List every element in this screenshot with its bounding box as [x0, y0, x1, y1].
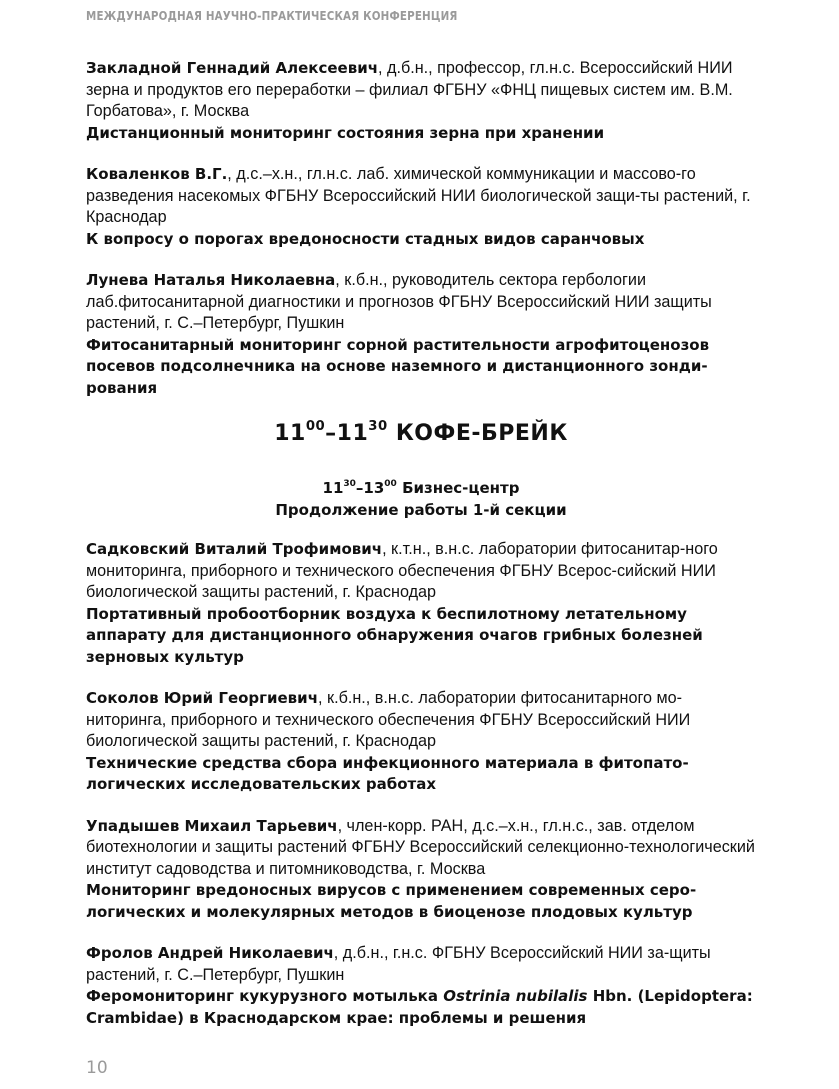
speaker-info: [86, 539, 756, 604]
talk-title: [86, 986, 756, 1029]
speaker-affiliation: , д.б.н., г.н.с. ФГБНУ Всероссийский НИИ за-щиты растений, г. С.–Петербург, Пушкин: [86, 944, 711, 984]
session-time-place: $11^{30}-13^{00}$ Бизнес-центр: [322, 478, 520, 497]
speaker-name: Садковский Виталий Трофимович: [86, 540, 383, 558]
session-end-min: 00: [384, 478, 397, 489]
coffee-break-label: КОФЕ-БРЕЙК: [395, 421, 568, 446]
talk-title: Мониторинг вредоносных вирусов с применением современных серо-логических и молекулярных методов в биоценозе плодовых культур: [86, 881, 697, 921]
page-number: 10: [86, 1058, 108, 1078]
coffee-end-hour: 11: [336, 421, 369, 446]
session-start-hour: 11: [322, 479, 344, 497]
talk-title: Дистанционный мониторинг состояния зерна при хранении: [86, 123, 605, 142]
speaker-name: Фролов Андрей Николаевич: [86, 944, 334, 962]
speaker-name: Соколов Юрий Георгиевич: [86, 689, 318, 707]
speaker-info: [86, 943, 756, 986]
speaker-name: Коваленков В.Г.: [86, 165, 228, 183]
speaker-entry: [86, 58, 756, 144]
session-heading: [86, 477, 756, 521]
speaker-info: [86, 688, 756, 753]
session-end-hour: 13: [363, 479, 385, 497]
talk-title-start: Феромониторинг кукурузного мотылька: [86, 987, 444, 1005]
speaker-info: [86, 270, 756, 335]
talk-title: Фитосанитарный мониторинг сорной растительности агрофитоценозов посевов подсолнечника на основе наземного и дистанционного зонди-рования: [86, 335, 710, 397]
speaker-entry: [86, 943, 756, 1029]
coffee-break-heading: $11^{00}-11^{30}$ КОФЕ-БРЕЙК: [274, 418, 568, 446]
speaker-affiliation: , к.т.н., в.н.с. лаборатории фитосанитар-ного мониторинга, приборного и технического обеспечения ФГБНУ Всерос-сийский НИИ биологической защиты растений, г. Краснодар: [86, 540, 718, 601]
speaker-name: Упадышев Михаил Тарьевич: [86, 816, 338, 835]
talk-title: Портативный пробоотборник воздуха к беспилотному летательному аппарату для дистанционного обнаружения очагов грибных болезней зерновых культур: [86, 604, 703, 666]
coffee-start-hour: 11: [274, 421, 306, 446]
speaker-info: [86, 58, 756, 123]
coffee-start-min: 00: [305, 418, 326, 434]
session-place: Бизнес-центр: [402, 479, 520, 497]
speaker-name: Лунева Наталья Николаевна: [86, 271, 336, 289]
session-subtitle: Продолжение работы 1-й секции: [275, 501, 567, 519]
speaker-name: Закладной Геннадий Алексеевич: [86, 59, 379, 77]
speaker-entry: [86, 270, 756, 399]
program-content: [86, 58, 756, 1049]
speaker-info: [86, 816, 756, 881]
session-start-min: 30: [343, 478, 356, 489]
coffee-end-min: 30: [368, 418, 388, 434]
species-name: Ostrinia nubilalis: [443, 987, 588, 1005]
talk-title: К вопросу о порогах вредоносности стадных видов саранчовых: [86, 229, 645, 248]
speaker-affiliation: , к.б.н., руководитель сектора гербологии лаб.фитосанитарной диагностики и прогнозов ФГБНУ Всероссийский НИИ защиты растений, г. С.–Петербург, Пушкин: [86, 271, 712, 332]
speaker-affiliation: , д.с.–х.н., гл.н.с. лаб. химической коммуникации и массово-го разведения насекомых ФГБНУ Всероссийский НИИ биологической защи-ты растений, г. Краснодар: [86, 165, 751, 226]
talk-title: Технические средства сбора инфекционного материала в фитопато-логических исследовательских работах: [86, 753, 689, 793]
talk-title-end: Hbn. (Lepidoptera: Crambidae) в Краснодарском крае: проблемы и решения: [86, 987, 753, 1027]
speaker-entry: [86, 688, 756, 796]
running-header: МЕЖДУНАРОДНАЯ НАУЧНО-ПРАКТИЧЕСКАЯ КОНФЕРЕНЦИЯ: [86, 9, 458, 23]
speaker-entry: [86, 164, 756, 250]
speaker-affiliation: , д.б.н., профессор, гл.н.с. Всероссийский НИИ зерна и продуктов его переработки – филиал ФГБНУ «ФНЦ пищевых систем им. В.М. Горбатова», г. Москва: [86, 59, 733, 120]
speaker-info: [86, 164, 756, 229]
speaker-entry: [86, 539, 756, 668]
speaker-affiliation: , к.б.н., в.н.с. лаборатории фитосанитарного мо-ниторинга, приборного и технического обеспечения ФГБНУ Всероссийский НИИ биологической защиты растений, г. Краснодар: [86, 689, 691, 750]
speaker-entry: [86, 816, 756, 924]
speaker-affiliation: , член-корр. РАН, д.с.–х.н., гл.н.с., зав. отделом биотехнологии и защиты растений ФГБНУ Всероссийский селекционно-технологический институт садоводства и питомниководства, г. Москва: [86, 816, 755, 878]
